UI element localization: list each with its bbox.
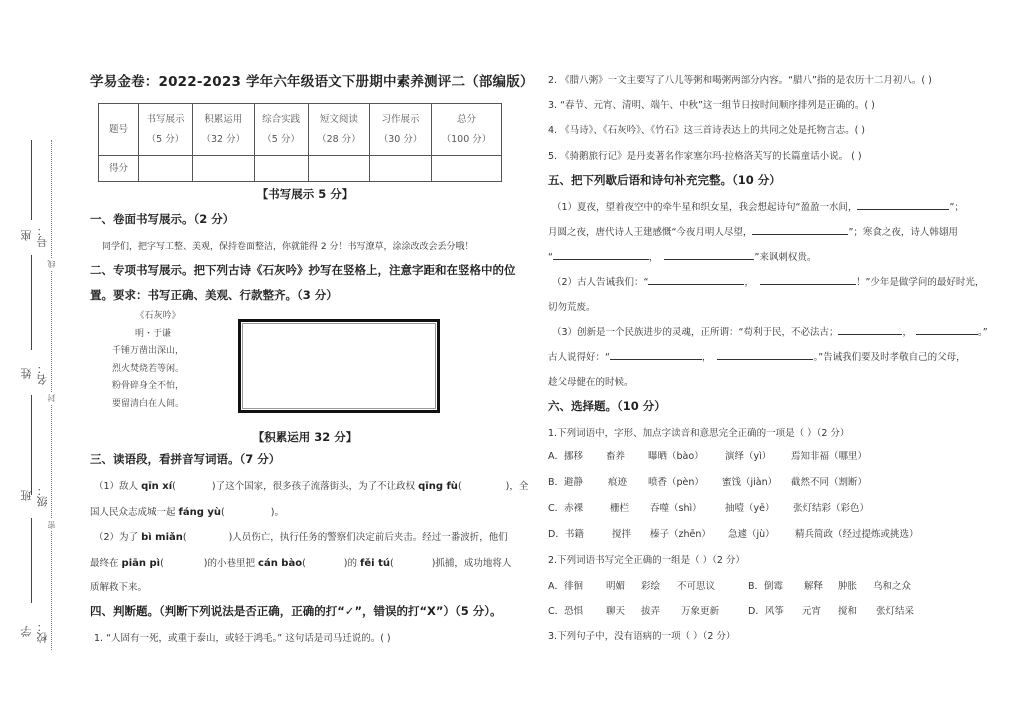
pinyin: piān pì xyxy=(121,558,161,569)
binding-line xyxy=(31,395,32,495)
writing-box[interactable] xyxy=(238,319,440,413)
poem-line: 要留清白在人间。 xyxy=(112,398,185,409)
judgement-item: 4. 《马诗》、《石灰吟》、《竹石》这三首诗表达上的共同之处是托物言志。( ) xyxy=(548,125,866,136)
score-cell[interactable] xyxy=(370,156,432,182)
score-row-header: 得分 xyxy=(99,156,139,182)
judgement-item: 3. “春节、元宵、清明、端午、中秋”这一组节日按时间顺序排列是正确的。( ) xyxy=(548,100,875,111)
question-1-title: 一、卷面书写展示。（2 分） xyxy=(90,212,235,226)
question-3-line: 最终在 piān pì( )的小巷里把 cán bào( )的 fěi tú( )抓捕，成功地将人 xyxy=(90,558,512,569)
answer-blank[interactable] xyxy=(610,350,702,360)
row-header: 题号 xyxy=(99,104,139,156)
answer-blank[interactable] xyxy=(760,275,856,285)
answer-blank[interactable] xyxy=(648,275,744,285)
score-cell[interactable] xyxy=(139,156,193,182)
score-cell[interactable] xyxy=(431,156,501,182)
pinyin: fěi tú xyxy=(360,558,390,569)
score-cell[interactable] xyxy=(254,156,308,182)
fill-line: 古人说得好：“ ， 。”告诫我们要及时孝敬自己的父母， xyxy=(548,352,966,363)
answer-blank[interactable] xyxy=(717,350,813,360)
question-5-title: 五、把下列歇后语和诗句补充完整。（10 分） xyxy=(548,173,781,187)
binding-margin xyxy=(0,0,80,709)
fill-line: （1）夏夜，望着夜空中的牵牛星和织女星，我会想起诗句“盈盈一水间， ”； xyxy=(552,202,964,213)
seal-mark: 密 xyxy=(47,521,56,529)
seat-number-label: 座号： xyxy=(20,225,49,247)
poem-line: 粉骨碎身全不怕， xyxy=(112,381,185,391)
fill-line: 趁父母健在的时候。 xyxy=(548,377,634,388)
answer-blank[interactable] xyxy=(752,225,848,235)
column-header: 习作展示 （30 分） xyxy=(370,104,432,156)
fill-line: 切勿荒废。 xyxy=(548,302,596,313)
answer-blank[interactable] xyxy=(838,325,902,335)
pinyin: cán bào xyxy=(258,558,303,569)
answer-blank[interactable] xyxy=(916,325,978,335)
column-header: 书写展示 （5 分） xyxy=(139,104,193,156)
question-4-title: 四、判断题。（判断下列说法是否正确，正确的打“✓”，错误的打“X”）（5 分）。 xyxy=(90,604,502,618)
question-3-title: 三、读语段，看拼音写词语。（7 分） xyxy=(90,452,281,466)
fill-line: “ ， ”来讽刺权贵。 xyxy=(548,252,817,263)
poem xyxy=(112,308,222,413)
question-6-title: 六、选择题。（10 分） xyxy=(548,399,666,413)
fill-line: 月圆之夜，唐代诗人王建感慨“今夜月明人尽望， ”；寒食之夜，诗人韩翃用 xyxy=(548,227,958,238)
column-header: 短文阅读 （28 分） xyxy=(308,104,370,156)
name-label: 姓名： xyxy=(20,363,49,385)
fill-line: （3）创新是一个民族进步的灵魂，正所谓：“苟利于民，不必法古； ， 。” xyxy=(552,327,988,338)
score-cell[interactable] xyxy=(308,156,370,182)
school-label: 学校： xyxy=(20,621,49,643)
score-table xyxy=(98,103,502,182)
question-3-line: 质解救下来。 xyxy=(90,582,148,593)
answer-blank[interactable] xyxy=(664,250,754,260)
score-cell[interactable] xyxy=(192,156,254,182)
question-3-line: （1）敌人 qīn xí( )了这个国家，很多孩子流落街头，为了不让政权 qīng fù( )，全 xyxy=(94,481,529,492)
exam-title: 学易金卷：2022-2023 学年六年级语文下册期中素养测评二（部编版） xyxy=(90,74,534,90)
pinyin: bì miǎn xyxy=(141,532,183,543)
column-header: 总分 （100 分） xyxy=(431,104,501,156)
binding-line xyxy=(31,140,32,220)
judgement-item: 2. 《腊八粥》一文主要写了八儿等粥和喝粥两部分内容。“腊八”指的是农历十二月初八。( ) xyxy=(548,75,932,86)
question-2-title-line2: 置。要求：书写正确、美观、行款整齐。（3 分） xyxy=(90,288,338,302)
judgement-item: 1. “人固有一死，或重于泰山，或轻于鸿毛。” 这句话是司马迁说的。( ) xyxy=(94,633,391,644)
answer-blank[interactable] xyxy=(553,250,649,260)
part-heading-writing: 【书写展示 5 分】 xyxy=(256,187,354,201)
pinyin: qīn xí xyxy=(141,481,173,492)
choice-question: 1.下列词语中，字形、加点字读音和意思完全正确的一项是（ ）（2 分） xyxy=(548,428,850,439)
column-header: 积累运用 （32 分） xyxy=(192,104,254,156)
binding-line xyxy=(31,518,32,603)
question-3-line: 国人民众志成城一起 fáng yù( )。 xyxy=(90,507,284,518)
choice-question: 3.下列句子中，没有语病的一项（ ）（2 分） xyxy=(548,631,736,642)
choice-question: 2.下列词语书写完全正确的一组是（ ）（2 分） xyxy=(548,555,745,566)
poem-line: 烈火焚烧若等闲。 xyxy=(112,363,185,374)
question-3-line: （2）为了 bì miǎn( )人员伤亡，执行任务的警察们决定前后夹击。经过一番波折，他们 xyxy=(94,532,508,543)
seal-mark: 线 xyxy=(47,260,56,268)
poem-author: 明・于谦 xyxy=(134,328,171,339)
class-label: 班级： xyxy=(20,485,49,507)
pinyin: qīng fù xyxy=(418,481,458,492)
seal-mark: 封 xyxy=(47,394,56,402)
part-heading-accumulation: 【积累运用 32 分】 xyxy=(252,430,358,444)
fill-line: （2）古人告诫我们：“ ， ！”少年是做学问的最好时光， xyxy=(552,277,985,288)
question-1-text: 同学们，把字写工整、美观，保持卷面整洁，你就能得 2 分！书写潦草，涂涂改改会丢分哦！ xyxy=(102,242,474,252)
poem-line: 千锤万凿出深山， xyxy=(112,346,185,356)
judgement-item: 5. 《骑鹅旅行记》是丹麦著名作家塞尔玛·拉格洛芙写的长篇童话小说。 ( ) xyxy=(548,151,862,162)
poem-title: 《石灰吟》 xyxy=(135,311,181,321)
column-header: 综合实践 （5 分） xyxy=(254,104,308,156)
answer-blank[interactable] xyxy=(857,200,949,210)
pinyin: fáng yù xyxy=(178,507,222,518)
question-2-title-line1: 二、专项书写展示。把下列古诗《石灰吟》抄写在竖格上，注意字距和在竖格中的位 xyxy=(90,263,516,277)
binding-line xyxy=(31,255,32,350)
